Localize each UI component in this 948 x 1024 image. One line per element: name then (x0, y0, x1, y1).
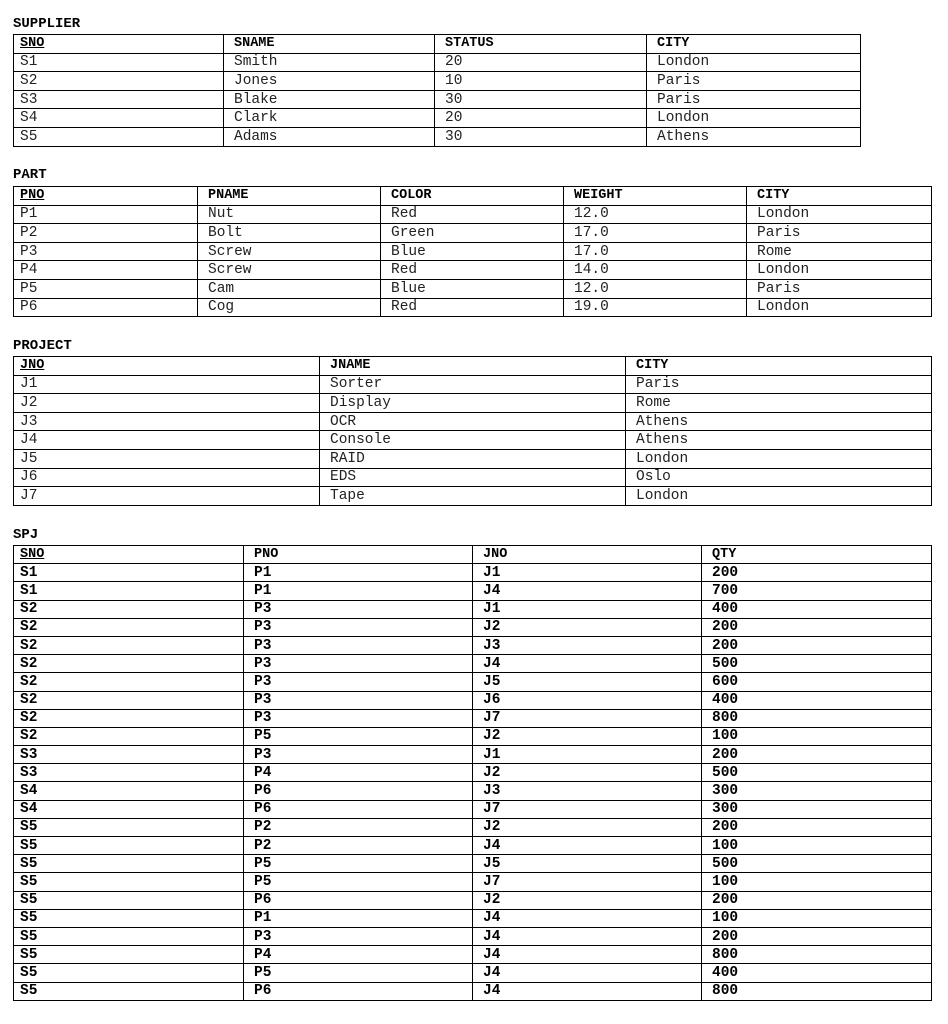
spj-cell-pno: P5 (244, 964, 473, 982)
spj-cell-pno: P4 (244, 946, 473, 964)
part-column-header (747, 187, 932, 206)
spj-cell-sno: S2 (14, 727, 244, 745)
spj-cell-jno: J4 (473, 982, 702, 1000)
supplier-cell-city: London (647, 53, 861, 72)
project-cell-jno: J2 (14, 394, 320, 413)
spj-cell-sno: S5 (14, 964, 244, 982)
spj-cell-pno: P3 (244, 600, 473, 618)
spj-cell-pno: P3 (244, 655, 473, 673)
table-row (14, 837, 932, 855)
table-row (14, 375, 932, 394)
project-cell-city: London (626, 449, 932, 468)
spj-cell-qty: 400 (702, 964, 932, 982)
spj-cell-sno: S4 (14, 782, 244, 800)
supplier-column-header (647, 35, 861, 54)
part-cell-city: London (747, 205, 932, 224)
spj-cell-pno: P3 (244, 709, 473, 727)
supplier-cell-sname: Smith (224, 53, 435, 72)
spj-cell-jno: J5 (473, 673, 702, 691)
part-cell-color: Blue (381, 242, 564, 261)
project-column-header-label: JNAME (330, 357, 371, 373)
table-row (14, 242, 932, 261)
spj-cell-qty: 500 (702, 655, 932, 673)
part-cell-pname: Bolt (198, 224, 381, 243)
spj-cell-sno: S1 (14, 582, 244, 600)
supplier-cell-status: 30 (435, 90, 647, 109)
spj-cell-jno: J4 (473, 582, 702, 600)
table-row (14, 109, 861, 128)
spj-cell-pno: P5 (244, 727, 473, 745)
spj-cell-pno: P3 (244, 691, 473, 709)
part-cell-pname: Cam (198, 279, 381, 298)
spj-cell-sno: S5 (14, 837, 244, 855)
spj-cell-sno: S2 (14, 691, 244, 709)
spj-header-row (14, 546, 932, 564)
table-row (14, 800, 932, 818)
spj-cell-jno: J5 (473, 855, 702, 873)
table-row (14, 782, 932, 800)
part-cell-pno: P6 (14, 298, 198, 317)
project-cell-jname: OCR (320, 412, 626, 431)
spj-column-header (702, 546, 932, 564)
part-cell-weight: 17.0 (564, 242, 747, 261)
table-row (14, 600, 932, 618)
project-cell-jno: J3 (14, 412, 320, 431)
spj-cell-jno: J2 (473, 618, 702, 636)
part-cell-pname: Nut (198, 205, 381, 224)
table-row (14, 636, 932, 654)
table-row (14, 818, 932, 836)
spj-cell-qty: 700 (702, 582, 932, 600)
spj-cell-sno: S2 (14, 709, 244, 727)
table-row (14, 873, 932, 891)
spj-column-header (244, 546, 473, 564)
part-column-header-label: PNAME (208, 187, 249, 203)
spj-cell-jno: J2 (473, 818, 702, 836)
supplier-header-row (14, 35, 861, 54)
part-cell-city: Paris (747, 224, 932, 243)
spj-cell-sno: S2 (14, 673, 244, 691)
spj-cell-jno: J3 (473, 782, 702, 800)
part-cell-city: Rome (747, 242, 932, 261)
table-row (14, 127, 861, 146)
supplier-column-header (224, 35, 435, 54)
supplier-column-header-label: CITY (657, 35, 690, 51)
part-cell-weight: 17.0 (564, 224, 747, 243)
project-cell-jname: Sorter (320, 375, 626, 394)
spj-column-header-label: PNO (254, 546, 279, 562)
part-cell-pno: P4 (14, 261, 198, 280)
table-row (14, 431, 932, 450)
spj-cell-pno: P5 (244, 873, 473, 891)
part-cell-pname: Cog (198, 298, 381, 317)
part-cell-pno: P1 (14, 205, 198, 224)
part-column-header-label: PNO (20, 187, 45, 203)
supplier-cell-sno: S5 (14, 127, 224, 146)
supplier-cell-city: London (647, 109, 861, 128)
project-cell-jno: J5 (14, 449, 320, 468)
project-cell-jno: J6 (14, 468, 320, 487)
spj-cell-qty: 600 (702, 673, 932, 691)
part-cell-color: Green (381, 224, 564, 243)
spj-cell-pno: P1 (244, 582, 473, 600)
project-cell-jname: RAID (320, 449, 626, 468)
spj-cell-sno: S1 (14, 564, 244, 582)
supplier-title: SUPPLIER (13, 16, 81, 32)
spj-cell-jno: J4 (473, 655, 702, 673)
part-table (13, 186, 932, 317)
spj-cell-sno: S5 (14, 982, 244, 1000)
project-cell-jname: Tape (320, 487, 626, 506)
table-row (14, 53, 861, 72)
spj-cell-qty: 400 (702, 600, 932, 618)
spj-cell-sno: S4 (14, 800, 244, 818)
supplier-cell-sname: Jones (224, 72, 435, 91)
spj-cell-qty: 200 (702, 891, 932, 909)
table-row (14, 764, 932, 782)
part-cell-city: London (747, 298, 932, 317)
project-column-header (626, 357, 932, 376)
project-column-header (320, 357, 626, 376)
spj-cell-sno: S5 (14, 909, 244, 927)
spj-cell-qty: 200 (702, 746, 932, 764)
spj-cell-pno: P3 (244, 746, 473, 764)
spj-cell-pno: P2 (244, 837, 473, 855)
spj-cell-pno: P6 (244, 782, 473, 800)
supplier-cell-status: 30 (435, 127, 647, 146)
spj-column-header-label: QTY (712, 546, 737, 562)
part-cell-pno: P3 (14, 242, 198, 261)
table-row (14, 964, 932, 982)
spj-cell-jno: J4 (473, 837, 702, 855)
table-row (14, 746, 932, 764)
spj-cell-jno: J2 (473, 891, 702, 909)
table-row (14, 412, 932, 431)
project-column-header-label: CITY (636, 357, 669, 373)
spj-cell-pno: P1 (244, 909, 473, 927)
part-column-header (381, 187, 564, 206)
spj-cell-pno: P6 (244, 800, 473, 818)
spj-cell-qty: 200 (702, 618, 932, 636)
spj-cell-qty: 300 (702, 782, 932, 800)
supplier-column-header-label: SNO (20, 35, 45, 51)
spj-cell-qty: 100 (702, 837, 932, 855)
spj-cell-pno: P3 (244, 927, 473, 945)
part-column-header (564, 187, 747, 206)
supplier-cell-sname: Clark (224, 109, 435, 128)
spj-cell-qty: 200 (702, 564, 932, 582)
part-column-header-label: WEIGHT (574, 187, 623, 203)
table-row (14, 90, 861, 109)
project-cell-city: Rome (626, 394, 932, 413)
table-row (14, 205, 932, 224)
spj-cell-sno: S5 (14, 818, 244, 836)
supplier-cell-status: 10 (435, 72, 647, 91)
supplier-cell-status: 20 (435, 53, 647, 72)
spj-cell-sno: S5 (14, 855, 244, 873)
spj-cell-qty: 800 (702, 946, 932, 964)
spj-cell-pno: P3 (244, 636, 473, 654)
spj-cell-jno: J7 (473, 800, 702, 818)
project-cell-jname: Display (320, 394, 626, 413)
part-cell-pname: Screw (198, 242, 381, 261)
spj-cell-qty: 500 (702, 764, 932, 782)
spj-cell-jno: J4 (473, 909, 702, 927)
spj-cell-jno: J4 (473, 946, 702, 964)
part-cell-city: Paris (747, 279, 932, 298)
spj-cell-jno: J7 (473, 709, 702, 727)
spj-column-header (14, 546, 244, 564)
spj-cell-jno: J1 (473, 600, 702, 618)
spj-cell-pno: P3 (244, 618, 473, 636)
table-row (14, 582, 932, 600)
spj-cell-jno: J7 (473, 873, 702, 891)
table-row (14, 564, 932, 582)
table-row (14, 946, 932, 964)
supplier-cell-sno: S4 (14, 109, 224, 128)
table-row (14, 691, 932, 709)
table-row (14, 449, 932, 468)
supplier-column-header-label: STATUS (445, 35, 494, 51)
table-row (14, 727, 932, 745)
spj-cell-sno: S5 (14, 927, 244, 945)
spj-cell-pno: P6 (244, 982, 473, 1000)
supplier-column-header-label: SNAME (234, 35, 275, 51)
table-row (14, 298, 932, 317)
spj-cell-jno: J3 (473, 636, 702, 654)
spj-cell-qty: 100 (702, 873, 932, 891)
spj-cell-qty: 200 (702, 927, 932, 945)
supplier-cell-city: Athens (647, 127, 861, 146)
spj-cell-qty: 800 (702, 709, 932, 727)
spj-cell-sno: S2 (14, 618, 244, 636)
spj-cell-pno: P1 (244, 564, 473, 582)
table-row (14, 618, 932, 636)
spj-cell-qty: 500 (702, 855, 932, 873)
supplier-table (13, 34, 861, 147)
part-column-header-label: COLOR (391, 187, 432, 203)
spj-cell-sno: S3 (14, 764, 244, 782)
part-column-header (14, 187, 198, 206)
project-cell-jname: EDS (320, 468, 626, 487)
part-title: PART (13, 167, 47, 183)
table-row (14, 72, 861, 91)
table-row (14, 855, 932, 873)
spj-table (13, 545, 932, 1001)
part-header-row (14, 187, 932, 206)
project-column-header (14, 357, 320, 376)
supplier-cell-sno: S2 (14, 72, 224, 91)
part-cell-color: Red (381, 261, 564, 280)
table-row (14, 909, 932, 927)
spj-cell-sno: S5 (14, 946, 244, 964)
spj-column-header-label: JNO (483, 546, 508, 562)
spj-cell-qty: 800 (702, 982, 932, 1000)
project-cell-jname: Console (320, 431, 626, 450)
supplier-cell-sno: S3 (14, 90, 224, 109)
part-cell-pname: Screw (198, 261, 381, 280)
project-cell-jno: J4 (14, 431, 320, 450)
project-cell-city: Athens (626, 431, 932, 450)
spj-column-header-label: SNO (20, 546, 45, 562)
table-row (14, 468, 932, 487)
table-row (14, 982, 932, 1000)
spj-cell-jno: J1 (473, 746, 702, 764)
table-row (14, 279, 932, 298)
part-cell-weight: 14.0 (564, 261, 747, 280)
table-row (14, 673, 932, 691)
supplier-cell-city: Paris (647, 90, 861, 109)
spj-cell-sno: S2 (14, 655, 244, 673)
spj-cell-sno: S2 (14, 636, 244, 654)
table-row (14, 224, 932, 243)
spj-cell-qty: 200 (702, 818, 932, 836)
project-cell-jno: J1 (14, 375, 320, 394)
part-cell-weight: 12.0 (564, 205, 747, 224)
project-cell-city: Oslo (626, 468, 932, 487)
spj-cell-qty: 200 (702, 636, 932, 654)
project-cell-city: London (626, 487, 932, 506)
table-row (14, 261, 932, 280)
spj-cell-qty: 400 (702, 691, 932, 709)
spj-column-header (473, 546, 702, 564)
part-cell-city: London (747, 261, 932, 280)
supplier-cell-sname: Adams (224, 127, 435, 146)
project-header-row (14, 357, 932, 376)
part-cell-weight: 12.0 (564, 279, 747, 298)
project-cell-city: Athens (626, 412, 932, 431)
spj-cell-sno: S2 (14, 600, 244, 618)
table-row (14, 655, 932, 673)
part-cell-color: Red (381, 205, 564, 224)
spj-cell-jno: J2 (473, 764, 702, 782)
table-row (14, 891, 932, 909)
project-table (13, 356, 932, 506)
spj-cell-sno: S3 (14, 746, 244, 764)
project-cell-jno: J7 (14, 487, 320, 506)
part-cell-color: Red (381, 298, 564, 317)
table-row (14, 927, 932, 945)
spj-cell-pno: P4 (244, 764, 473, 782)
spj-cell-qty: 300 (702, 800, 932, 818)
spj-cell-jno: J4 (473, 964, 702, 982)
supplier-cell-city: Paris (647, 72, 861, 91)
spj-cell-jno: J2 (473, 727, 702, 745)
spj-cell-sno: S5 (14, 873, 244, 891)
spj-title: SPJ (13, 527, 39, 543)
supplier-cell-sno: S1 (14, 53, 224, 72)
project-cell-city: Paris (626, 375, 932, 394)
supplier-column-header (14, 35, 224, 54)
spj-cell-qty: 100 (702, 727, 932, 745)
part-cell-pno: P5 (14, 279, 198, 298)
spj-cell-pno: P2 (244, 818, 473, 836)
supplier-cell-sname: Blake (224, 90, 435, 109)
spj-cell-pno: P3 (244, 673, 473, 691)
table-row (14, 394, 932, 413)
spj-cell-jno: J1 (473, 564, 702, 582)
project-title: PROJECT (13, 338, 72, 354)
spj-cell-sno: S5 (14, 891, 244, 909)
table-row (14, 487, 932, 506)
supplier-column-header (435, 35, 647, 54)
part-cell-color: Blue (381, 279, 564, 298)
spj-cell-qty: 100 (702, 909, 932, 927)
spj-cell-pno: P6 (244, 891, 473, 909)
spj-cell-jno: J6 (473, 691, 702, 709)
spj-cell-pno: P5 (244, 855, 473, 873)
table-row (14, 709, 932, 727)
part-cell-pno: P2 (14, 224, 198, 243)
spj-cell-jno: J4 (473, 927, 702, 945)
project-column-header-label: JNO (20, 357, 45, 373)
supplier-cell-status: 20 (435, 109, 647, 128)
part-column-header-label: CITY (757, 187, 790, 203)
part-cell-weight: 19.0 (564, 298, 747, 317)
part-column-header (198, 187, 381, 206)
